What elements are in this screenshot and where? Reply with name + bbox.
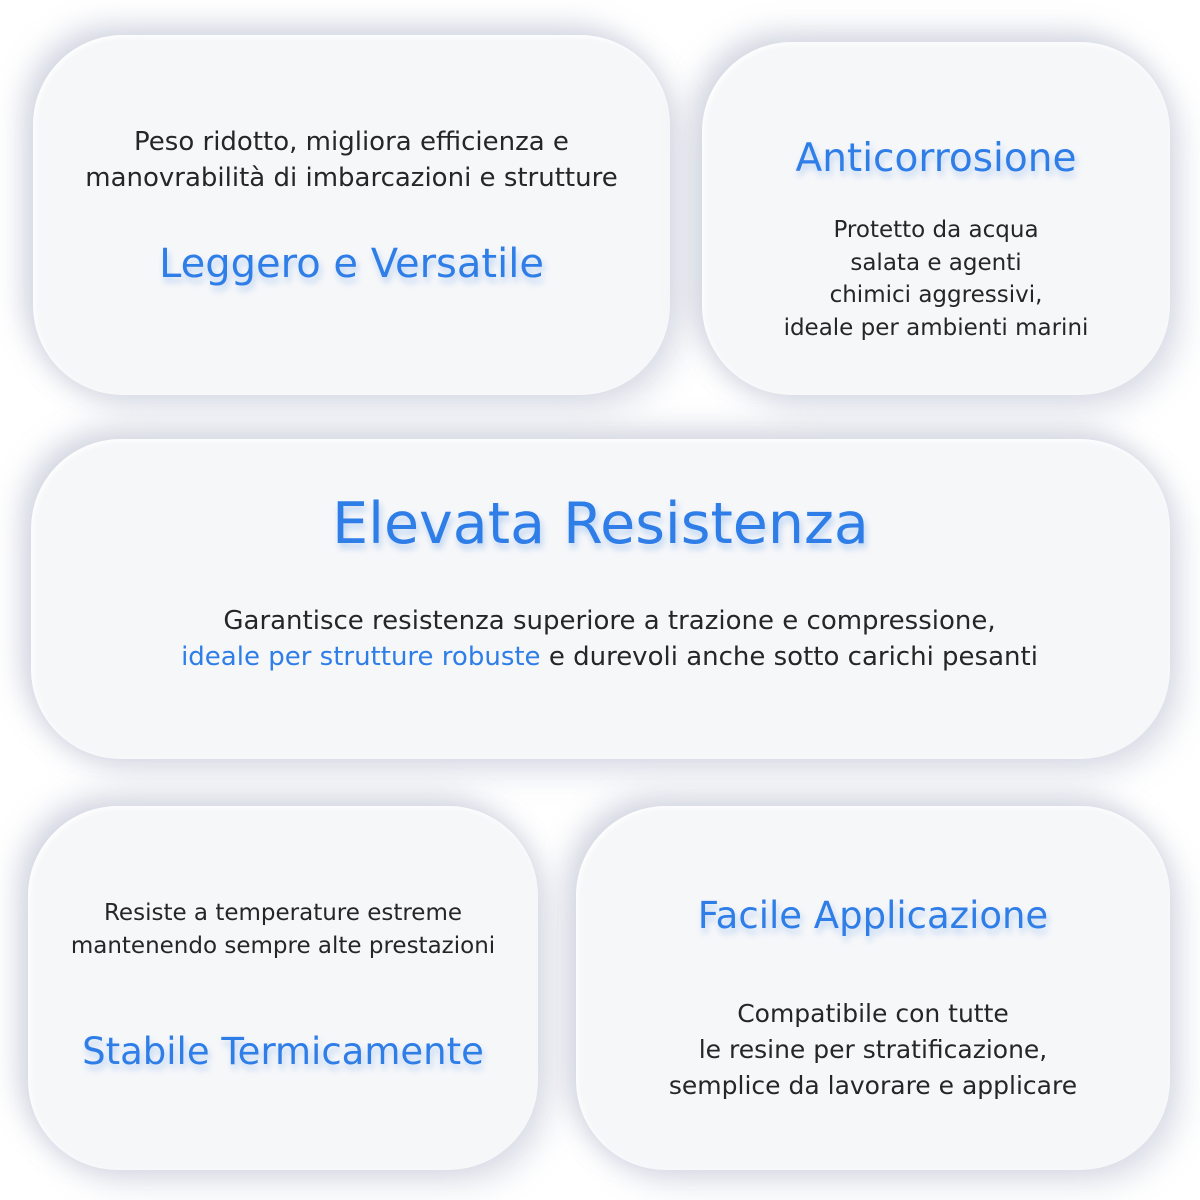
feature-title: Anticorrosione bbox=[795, 136, 1077, 181]
description-text: e durevoli anche sotto carichi pesanti bbox=[540, 642, 1038, 672]
description-line bbox=[49, 639, 1170, 675]
feature-description bbox=[702, 214, 1170, 344]
feature-title: Leggero e Versatile bbox=[159, 241, 544, 287]
highlight-text: ideale per strutture robuste bbox=[181, 642, 541, 672]
description-line: Resiste a temperature estreme bbox=[103, 900, 463, 926]
feature-description bbox=[28, 897, 538, 962]
description-line: Peso ridotto, migliora efficienza e bbox=[134, 127, 569, 157]
feature-description bbox=[33, 124, 670, 196]
description-line: Garantisce resistenza superiore a trazione e compressione, bbox=[223, 606, 996, 636]
feature-title: Elevata Resistenza bbox=[332, 491, 869, 557]
description-line: ideale per ambienti marini bbox=[783, 314, 1089, 341]
feature-description bbox=[31, 603, 1170, 675]
feature-card-stabile bbox=[28, 806, 538, 1170]
feature-card-resistenza bbox=[31, 439, 1170, 759]
feature-title: Facile Applicazione bbox=[697, 894, 1049, 937]
feature-title: Stabile Termicamente bbox=[82, 1030, 484, 1073]
description-line: Compatibile con tutte bbox=[737, 999, 1009, 1028]
description-line: Protetto da acqua bbox=[833, 217, 1039, 243]
description-line: salata e agenti bbox=[850, 249, 1022, 276]
description-line: le resine per stratificazione, bbox=[698, 1035, 1048, 1064]
description-line: chimici aggressivi, bbox=[829, 282, 1043, 308]
description-line: manovrabilità di imbarcazioni e strutture bbox=[85, 163, 618, 193]
feature-card-leggero bbox=[33, 35, 670, 395]
feature-card-facile bbox=[576, 806, 1170, 1170]
description-line: mantenendo sempre alte prestazioni bbox=[70, 932, 496, 959]
feature-card-anticorrosione bbox=[702, 42, 1170, 395]
feature-description bbox=[576, 996, 1170, 1104]
description-line: semplice da lavorare e applicare bbox=[668, 1071, 1078, 1100]
